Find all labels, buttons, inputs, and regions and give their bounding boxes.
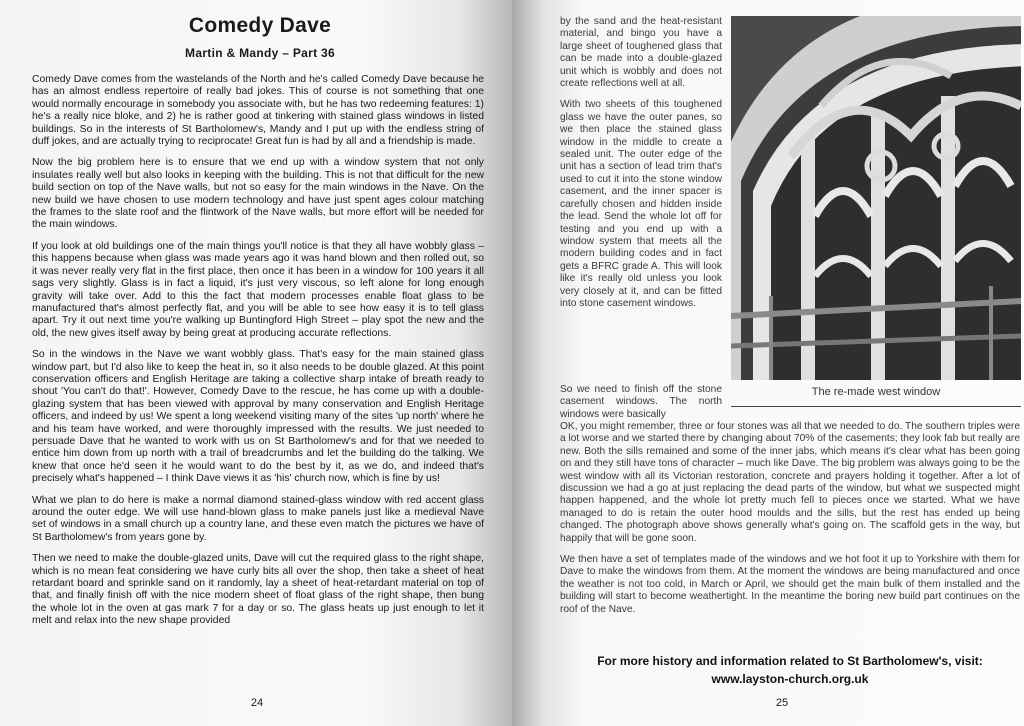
footer-note [560, 652, 1020, 688]
paragraph: If you look at old buildings one of the main things you'll notice is that they all have wobbly glass – this happens because when glass was made years ago it was hand blown and then rolled out, so it was never really very flat in the first place, then once it has been in a window for 100 years it all sags very slightly. Glass is in fact a liquid, it's just very viscous, so left alone for long enough gravity will take over. Add to this the fact that modern processes enable float glass to be manufactured that's almost perfectly flat, and you will be able to see how easy it is to tell glass apart. Try it out next time you're walking up Buntingford High Street – play spot the new and the old, the new gives itself away by being great at producing accurate reflections. [32, 240, 484, 339]
caption-divider [731, 406, 1021, 407]
article-subtitle: Martin & Mandy – Part 36 [185, 46, 335, 60]
right-column-text [560, 16, 722, 319]
page-number-left: 24 [250, 697, 264, 709]
article-title: Comedy Dave [188, 14, 332, 37]
paragraph: What we plan to do here is make a normal diamond stained-glass window with red accent glass around the outer edge. We will use hand-blown glass to make panels just like a medieval Nave set of windows in a small church up a country lane, and these even match the pictures we have of St Bartholomew's from years gone by. [32, 494, 484, 543]
right-page [512, 0, 1024, 726]
west-window-photo [731, 16, 1021, 380]
paragraph: OK, you might remember, three or four stones was all that we needed to do. The southern triples were a lot worse and we started there by changing about 70% of the casements; they look fab but really are new. Both the sills remained and some of the inner jabs, which means it's clear what has been going on and they still have tons of character – much like Dave. The big problem was always going to be the west window with all its Victorian restoration, concrete and prayers holding it together. After a lot of discussion we had a go at just replacing the dead parts of the window, but what we suspected might happen happened, and the whole lot pretty much fell to pieces once we started. What we have managed to do is retain the outer hood moulds and the sills, but the rest has ended up being changed. The photograph above shows generally what's going on. The scaffold gets in the way, but happily that will be gone soon. [560, 421, 1020, 544]
paragraph: Then we need to make the double-glazed units, Dave will cut the required glass to the right shape, which is no mean feat considering we have curly bits all over the shop, then take a sheet of heat retardant board and sprinkle sand on it randomly, lay a sheet of heat-retardant material on top of that, and finally finish off with the nice modern sheet of float glass of the right shape, then bung the whole lot in the oven at gas mark 7 for a day or so. The glass heats up just enough to let it melt and relax into the new shape provided [32, 553, 484, 627]
left-article-body [32, 74, 484, 637]
figure-caption: The re-made west window [811, 386, 941, 398]
footer-line: For more history and information related to St Bartholomew's, visit: [597, 654, 983, 668]
paragraph: So in the windows in the Nave we want wobbly glass. That's easy for the main stained glass window part, but I'd also like to keep the heat in, so it also needs to be double glazed. At this point conservation officers and English Heritage are taking a collective sharp intake of breath ready to shout 'You can't do that!'. However, Comedy Dave to the rescue, he has come up with a double-glazing system that has been viewed with approval by many conservation and English Heritage officers, and indeed by us! We spent a long weekend visiting many of the sites 'up north' where he and his team have worked, and were thoroughly impressed with the results. We just needed to persuade Dave that he wanted to work with us on St Bartholomew's and for that we needed to entice him down from up north with a trail of breadcrumbs and let the building do the talking. We knew that once he'd seen it he would want to do the best by it, as we do, and indeed that's precisely what's happened – I think Dave views it as 'his' church now, which is fine by us! [32, 349, 484, 485]
paragraph: With two sheets of this toughened glass we have the outer panes, so we then place the stained glass window in the middle to create a sealed unit. The outer edge of the unit has a section of lead trim that's used to cut it into the stone window casement, and the inner spacer is carefully chosen and hidden inside the lead. Send the whole lot off for testing and you end up with a window system that meets all the modern building codes and in fact gets a BFRC grade A. This will look like it's really old unless you look very closely at it, and can be fitted into stone casement windows. [560, 99, 722, 309]
page-number-right: 25 [775, 697, 789, 709]
paragraph: So we need to finish off the stone casement windows. The north windows were basically [560, 384, 722, 420]
paragraph: by the sand and the heat-resistant material, and bingo you have a large sheet of toughened glass that can be made into a double-glazed unit which is wobbly and does not create reflections well at all. [560, 16, 722, 90]
right-article-body [560, 421, 1020, 625]
website-link[interactable]: www.layston-church.org.uk [711, 672, 869, 686]
paragraph: We then have a set of templates made of the windows and we hot foot it up to Yorkshire with them for Dave to make the windows from them. At the moment the windows are being manufactured and once the weather is not too cold, in March or April, we should get the main bulk of them installed and the building will start to become weathertight. In the meantime the boring new build part continues on the roof of the Nave. [560, 554, 1020, 615]
window-tracery-illustration [731, 16, 1021, 380]
paragraph: Now the big problem here is to ensure that we end up with a window system that not only insulates really well but also looks in keeping with the building. This is not that difficult for the new build section on top of the Nave walls, but not so easy for the main windows in the Nave. On the new build we have chosen to use modern technology and have just spent ages colour matching the frames to the slate roof and the flintwork of the Nave walls, but more effort will be needed for the main windows. [32, 157, 484, 231]
paragraph: Comedy Dave comes from the wastelands of the North and he's called Comedy Dave because he has an almost endless repertoire of really bad jokes. This of course is not something that one would normally encourage in somebody you associate with, but he has two redeeming features: 1) he's a really nice bloke, and 2) he is rather good at tinkering with stained glass windows in listed buildings. So in the interests of St Bartholomew's, Mandy and I put up with the endless string of duff jokes, and are actually trying to reciprocate! Great fun is had by all and a friendship is made. [32, 74, 484, 148]
